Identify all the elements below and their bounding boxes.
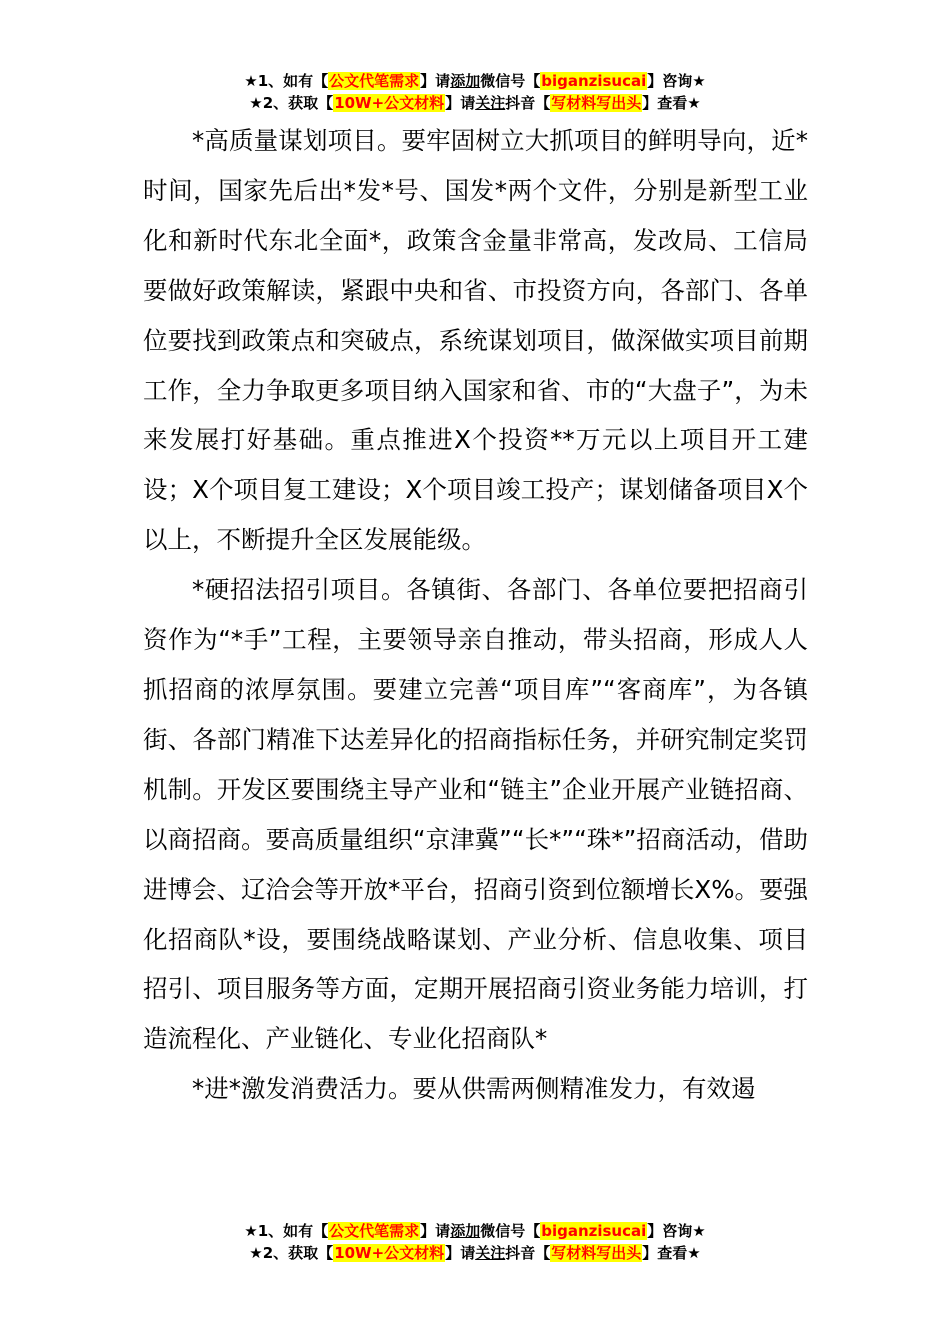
banner-text: ★1、如有【 xyxy=(244,1222,329,1240)
banner-line-2 xyxy=(0,1242,950,1264)
header-banner xyxy=(0,70,950,114)
banner-highlight: biganzisucai xyxy=(541,72,647,90)
banner-text: 】咨询★ xyxy=(647,72,706,90)
paragraph-investment-attraction: *硬招法招引项目。各镇街、各部门、各单位要把招商引资作为“*手”工程，主要领导亲自推动，带头招商，形成人人抓招商的浓厚氛围。要建立完善“项目库”“客商库”，为各镇街、各部门精准下达差异化的招商指标任务，并研究制定奖罚机制。开发区要围绕主导产业和“链主”企业开展产业链招商、以商招商。要高质量组织“京津冀”“长*”“珠*”招商活动，借助进博会、辽洽会等开放*平台，招商引资到位额增长X%。要强化招商队*设，要围绕战略谋划、产业分析、信息收集、项目招引、项目服务等方面，定期开展招商引资业务能力培训，打造流程化、产业链化、专业化招商队* xyxy=(143,575,808,1054)
banner-highlight: biganzisucai xyxy=(541,1222,647,1240)
banner-text: 微信号【 xyxy=(480,72,541,90)
banner-highlight: 10W+公文材料 xyxy=(334,1244,445,1262)
banner-text: 】请 xyxy=(445,1244,476,1262)
banner-highlight: 公文代笔需求 xyxy=(329,1222,420,1240)
banner-text: 】请 xyxy=(420,72,451,90)
banner-text: 】咨询★ xyxy=(647,1222,706,1240)
banner-text: ★2、获取【 xyxy=(249,1244,334,1262)
paragraph-consumption: *进*激发消费活力。要从供需两侧精准发力，有效遏 xyxy=(192,1074,756,1104)
banner-text: 抖音【 xyxy=(505,94,551,112)
banner-line-2 xyxy=(0,92,950,114)
banner-underlined-text: 关注 xyxy=(475,1244,506,1262)
banner-underlined-text: 添加 xyxy=(450,72,481,90)
banner-text: 微信号【 xyxy=(480,1222,541,1240)
banner-text: 抖音【 xyxy=(505,1244,551,1262)
banner-line-1 xyxy=(0,70,950,92)
paragraph-project-planning: *高质量谋划项目。要牢固树立大抓项目的鲜明导向，近*时间，国家先后出*发*号、国发*两个文件，分别是新型工业化和新时代东北全面*，政策含金量非常高，发改局、工信局要做好政策解读，紧跟中央和省、市投资方向，各部门、各单位要找到政策点和突破点，系统谋划项目，做深做实项目前期工作，全力争取更多项目纳入国家和省、市的“大盘子”，为未来发展打好基础。重点推进X个投资**万元以上项目开工建设；X个项目复工建设；X个项目竣工投产；谋划储备项目X个以上，不断提升全区发展能级。 xyxy=(143,126,808,555)
banner-highlight: 10W+公文材料 xyxy=(334,94,445,112)
banner-text: ★2、获取【 xyxy=(249,94,334,112)
banner-text: 】查看★ xyxy=(642,1244,701,1262)
banner-highlight: 公文代笔需求 xyxy=(329,72,420,90)
banner-underlined-text: 关注 xyxy=(475,94,506,112)
document-body xyxy=(143,116,808,1114)
banner-highlight: 写材料写出头 xyxy=(551,1244,642,1262)
footer-banner xyxy=(0,1220,950,1264)
banner-text: 】请 xyxy=(445,94,476,112)
banner-highlight: 写材料写出头 xyxy=(551,94,642,112)
banner-underlined-text: 添加 xyxy=(450,1222,481,1240)
banner-text: 】请 xyxy=(420,1222,451,1240)
banner-text: 】查看★ xyxy=(642,94,701,112)
banner-text: ★1、如有【 xyxy=(244,72,329,90)
banner-line-1 xyxy=(0,1220,950,1242)
